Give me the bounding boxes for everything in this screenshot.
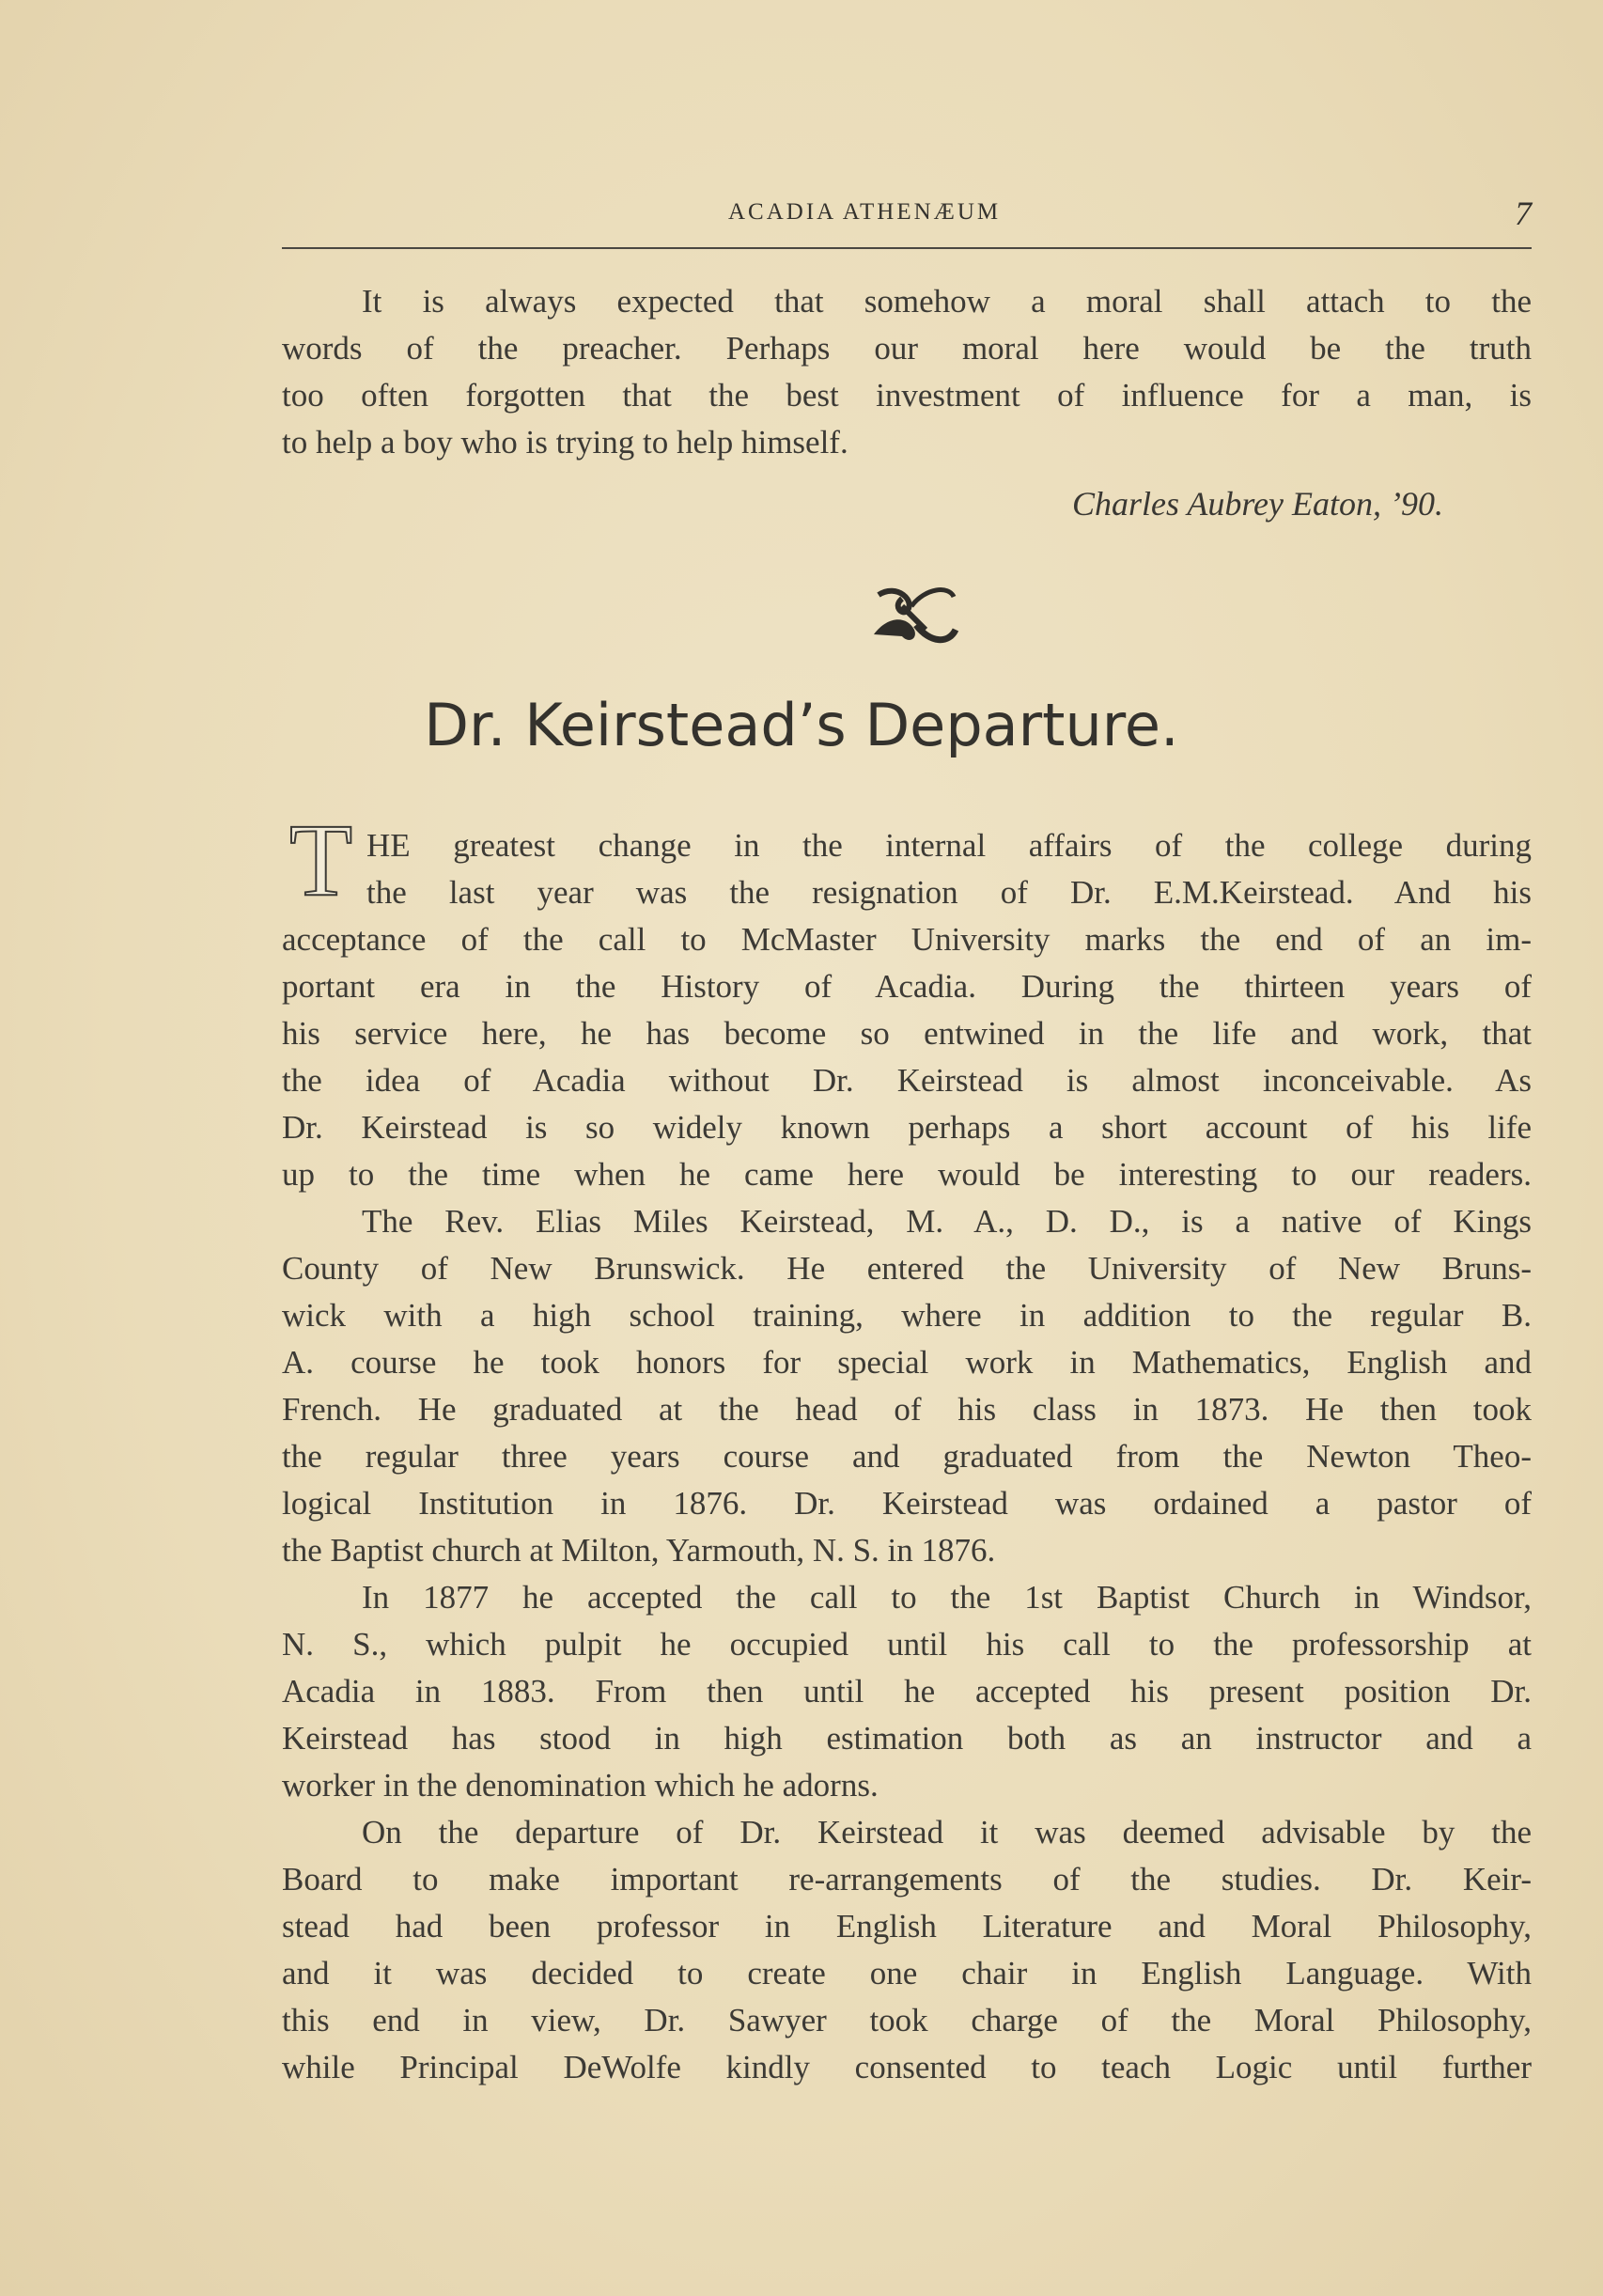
text-line: Board to make important re-arrangements of the studies. Dr. Keir- bbox=[282, 1861, 1532, 1898]
text-line: to help a boy who is trying to help himself. bbox=[282, 424, 848, 461]
text-line: In 1877 he accepted the call to the 1st Baptist Church in Windsor, bbox=[362, 1579, 1532, 1616]
text-line: The Rev. Elias Miles Keirstead, M. A., D. D., is a native of Kings bbox=[362, 1203, 1532, 1240]
text-line: acceptance of the call to McMaster University marks the end of an im- bbox=[282, 921, 1532, 958]
text-line: the Baptist church at Milton, Yarmouth, N. S. in 1876. bbox=[282, 1532, 996, 1569]
drop-cap: T bbox=[289, 803, 353, 917]
text-line: his service here, he has become so entwined in the life and work, that bbox=[282, 1015, 1532, 1052]
previous-article-text bbox=[282, 278, 1532, 466]
text-line: the regular three years course and graduated from the Newton Theo- bbox=[282, 1438, 1532, 1475]
text-line: Keirstead has stood in high estimation both as an instructor and a bbox=[282, 1720, 1532, 1757]
article-body bbox=[282, 822, 1532, 2091]
text-line: portant era in the History of Acadia. During the thirteen years of bbox=[282, 968, 1532, 1005]
text-line: French. He graduated at the head of his class in 1873. He then took bbox=[282, 1391, 1532, 1428]
fleuron-ornament-icon bbox=[860, 578, 963, 648]
page-header bbox=[282, 195, 1532, 237]
text-line: A. course he took honors for special work in Mathematics, English and bbox=[282, 1344, 1532, 1381]
text-line: and it was decided to create one chair in English Language. With bbox=[282, 1955, 1532, 1991]
text-line: words of the preacher. Perhaps our moral here would be the truth bbox=[282, 330, 1532, 367]
text-line: Acadia in 1883. From then until he accepted his present position Dr. bbox=[282, 1673, 1532, 1710]
text-line: too often forgotten that the best investment of influence for a man, is bbox=[282, 377, 1532, 414]
text-line: the idea of Acadia without Dr. Keirstead is almost inconceivable. As bbox=[282, 1062, 1532, 1099]
header-rule bbox=[282, 247, 1532, 249]
text-line: the last year was the resignation of Dr. E.M.Keirstead. And his bbox=[366, 874, 1532, 911]
text-line: County of New Brunswick. He entered the University of New Bruns- bbox=[282, 1250, 1532, 1287]
text-line: up to the time when he came here would be interesting to our readers. bbox=[282, 1156, 1532, 1193]
text-line: N. S., which pulpit he occupied until his call to the professorship at bbox=[282, 1626, 1532, 1663]
text-line: HE greatest change in the internal affairs of the college during bbox=[366, 827, 1532, 864]
text-line: It is always expected that somehow a moral shall attach to the bbox=[362, 283, 1532, 320]
text-line: On the departure of Dr. Keirstead it was deemed advisable by the bbox=[362, 1814, 1532, 1851]
text-line: this end in view, Dr. Sawyer took charge of the Moral Philosophy, bbox=[282, 2002, 1532, 2038]
running-head: ACADIA ATHENÆUM bbox=[728, 199, 1002, 225]
text-line: Dr. Keirstead is so widely known perhaps a short account of his life bbox=[282, 1109, 1532, 1146]
text-line: while Principal DeWolfe kindly consented to teach Logic until further bbox=[282, 2049, 1532, 2085]
text-line: worker in the denomination which he adorns. bbox=[282, 1767, 879, 1804]
text-line: wick with a high school training, where in addition to the regular B. bbox=[282, 1297, 1532, 1334]
article-title: Dr. Keirstead’s Departure. bbox=[424, 691, 1179, 759]
page-number: 7 bbox=[1515, 195, 1532, 232]
text-line: logical Institution in 1876. Dr. Keirstead was ordained a pastor of bbox=[282, 1485, 1532, 1522]
author-signature: Charles Aubrey Eaton, ’90. bbox=[1072, 485, 1443, 523]
text-line: stead had been professor in English Literature and Moral Philosophy, bbox=[282, 1908, 1532, 1945]
